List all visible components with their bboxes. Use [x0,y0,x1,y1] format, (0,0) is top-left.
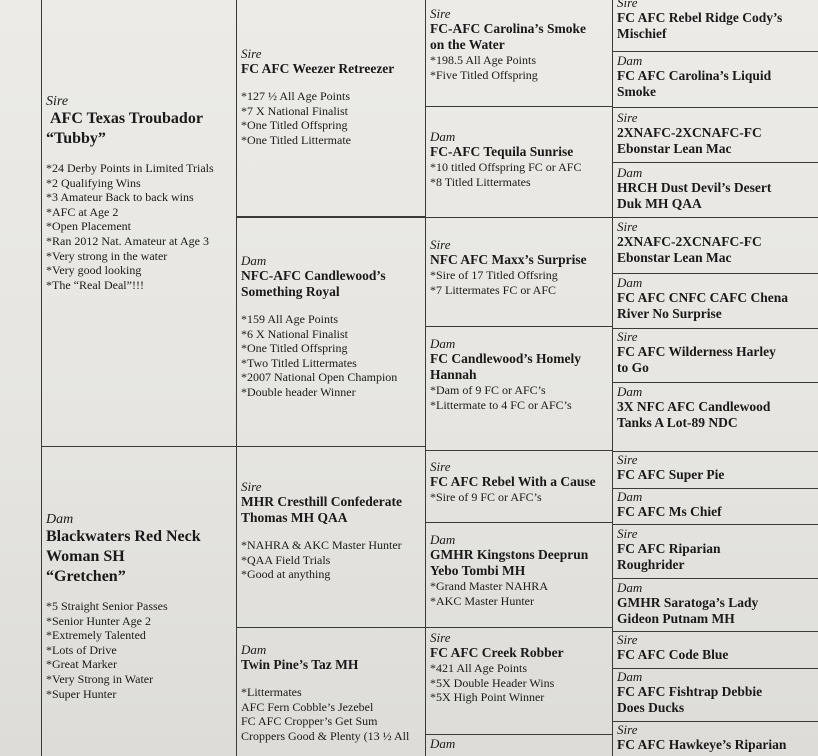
gen4-sire-cell [612,524,818,579]
note-line: *Sire of 9 FC or AFC’s [430,490,542,504]
note-line: *8 Titled Littermates [430,174,531,189]
dog-name: AFC Texas Troubador [50,110,203,127]
gen3-sire-cell [425,450,613,523]
role-label: Sire [430,237,451,252]
note-line: *198.5 All Age Points [430,53,537,67]
role-label: Dam [430,532,456,547]
role-label: Dam [617,165,643,180]
role-label: Sire [617,526,638,541]
gen3-dam-cell [425,522,613,628]
note-line: *AFC at Age 2 [46,204,119,219]
dog-name: Duk MH QAA [617,196,702,211]
dog-name: FC-AFC Carolina’s Smoke [430,21,586,36]
note-line: *Littermate to 4 FC or AFC’s [430,397,572,412]
role-label: Dam [46,512,74,527]
dog-name: FC AFC Code Blue [617,647,729,662]
note-line: *Very Strong in Water [46,671,154,686]
dog-name: Gideon Putnam MH [617,611,735,626]
dog-name: FC AFC Wilderness Harley [617,344,776,359]
gen1-sire-cell [41,0,237,447]
gen2-sire-cell [236,446,426,628]
dog-name: Smoke [617,84,657,99]
role-label: Dam [241,642,267,657]
gen2-dam-cell [236,627,426,756]
gen4-sire-cell [612,0,818,52]
dog-name: Blackwaters Red Neck [46,528,201,545]
dog-name: on the Water [430,37,505,52]
dog-name: FC AFC Super Pie [617,467,725,482]
gen4-sire-cell [612,328,818,383]
note-line: *QAA Field Trials [241,552,331,567]
role-label: Sire [617,0,638,10]
note-line: *127 ½ All Age Points [241,89,351,103]
note-line: *421 All Age Points [430,661,528,675]
dog-name: Twin Pine’s Taz MH [241,657,359,672]
dog-name: Tanks A Lot-89 NDC [617,415,738,430]
role-label: Sire [430,6,451,21]
gen4-dam-cell [612,51,818,108]
note-line: *Open Placement [46,219,131,234]
dog-name: FC AFC Ms Chief [617,504,722,519]
dog-name: FC AFC Creek Robber [430,645,564,660]
role-label: Dam [617,384,643,399]
dog-name: Something Royal [241,284,340,299]
gen4-sire-cell [612,721,818,756]
note-line: *Lots of Drive [46,642,117,657]
gen4-dam-cell [612,273,818,329]
dog-name: FC AFC Rebel Ridge Cody’s [617,10,783,25]
role-label: Sire [46,94,69,109]
gen4-dam-cell [612,162,818,218]
dog-name: 3X NFC AFC Candlewood [617,399,771,414]
dog-nickname: “Tubby” [46,130,106,147]
gen4-sire-cell [612,107,818,163]
note-line: *2 Qualifying Wins [46,175,141,190]
note-line: FC AFC Cropper’s Get Sum [241,714,378,729]
note-line: *One Titled Offspring [241,341,348,356]
gen3-dam-cell [425,106,613,218]
gen3-dam-cell [425,734,613,756]
dog-name: to Go [617,360,649,375]
note-line: *10 titled Offspring FC or AFC [430,160,582,174]
gen3-sire-cell [425,627,613,735]
dog-name: NFC-AFC Candlewood’s [241,268,386,283]
role-label: Sire [241,479,262,494]
dog-name: MHR Cresthill Confederate [241,494,402,509]
role-label: Sire [241,46,262,61]
note-line: *Ran 2012 Nat. Amateur at Age 3 [46,233,209,248]
role-label: Dam [430,129,456,144]
dog-name: 2XNAFC-2XCNAFC-FC [617,234,762,249]
note-line: *159 All Age Points [241,312,339,326]
note-line: *Two Titled Littermates [241,355,357,370]
dog-name: Woman SH [46,548,125,565]
gen2-sire-cell [236,0,426,218]
note-line: *Very strong in the water [46,248,168,263]
role-label: Sire [617,110,638,125]
role-label: Dam [241,253,267,268]
role-label: Dam [617,489,643,504]
gen2-dam-cell [236,216,426,447]
note-line: *5X High Point Winner [430,690,545,705]
dog-name: FC AFC Fishtrap Debbie [617,684,763,699]
role-label: Sire [617,452,638,467]
dog-name: Mischief [617,26,667,41]
note-line: *Super Hunter [46,686,117,701]
note-line: *7 Littermates FC or AFC [430,282,556,297]
note-line: *2007 National Open Champion [241,370,398,385]
role-label: Sire [430,459,451,474]
note-line: *5X Double Header Wins [430,675,555,690]
note-line: AFC Fern Cobble’s Jezebel [241,699,374,714]
note-line: *One Titled Offspring [241,118,348,133]
note-line: *Five Titled Offspring [430,67,538,82]
dog-name: FC AFC Carolina’s Liquid [617,68,772,83]
note-line: *AKC Master Hunter [430,593,534,608]
dog-name: Ebonstar Lean Mac [617,141,732,156]
role-label: Sire [430,630,451,645]
gen4-dam-cell [612,668,818,722]
note-line: *Dam of 9 FC or AFC’s [430,383,546,397]
dog-name: Ebonstar Lean Mac [617,250,732,265]
gen3-sire-cell [425,0,613,107]
dog-name: Hannah [430,367,477,382]
dog-name: FC Candlewood’s Homely [430,351,581,366]
gen4-dam-cell [612,578,818,632]
dog-name: River No Surprise [617,306,722,321]
note-line: *Good at anything [241,567,331,582]
role-label: Dam [617,580,643,595]
note-line: *3 Amateur Back to back wins [46,190,194,205]
dog-name: FC AFC Weezer Retreezer [241,61,395,76]
note-line: *6 X National Finalist [241,326,348,341]
dog-name: FC-AFC Tequila Sunrise [430,144,574,159]
dog-name: FC AFC Hawkeye’s Riparian [617,737,787,752]
note-line: Croppers Good & Plenty (13 ½ All [241,728,410,743]
note-line: *7 X National Finalist [241,103,348,118]
dog-name: 2XNAFC-2XCNAFC-FC [617,125,762,140]
note-line: *Littermates [241,685,302,699]
dog-name: NFC AFC Maxx’s Surprise [430,252,587,267]
note-line: *The “Real Deal”!!! [46,277,144,292]
dog-name: Roughrider [617,557,685,572]
note-line: *Very good looking [46,263,142,278]
gen4-dam-cell [612,488,818,525]
role-label: Dam [617,669,643,684]
role-label: Dam [430,736,456,751]
gen3-sire-cell [425,217,613,327]
dog-nickname: “Gretchen” [46,568,126,585]
note-line: *Double header Winner [241,384,356,399]
dog-name: FC AFC Riparian [617,541,721,556]
role-label: Sire [617,329,638,344]
dog-name: Yebo Tombi MH [430,563,526,578]
note-line: *One Titled Littermate [241,132,351,147]
dog-name: Thomas MH QAA [241,510,348,525]
gen4-sire-cell [612,451,818,489]
role-label: Sire [617,722,638,737]
note-line: *Grand Master NAHRA [430,579,548,593]
gen4-dam-cell [612,382,818,452]
role-label: Dam [617,53,643,68]
dog-name: HRCH Dust Devil’s Desert [617,180,772,195]
gen4-sire-cell [612,217,818,274]
role-label: Sire [617,632,638,647]
note-line: *Extremely Talented [46,628,146,643]
gen4-sire-cell [612,631,818,669]
note-line: *5 Straight Senior Passes [46,599,168,613]
dog-name: FC AFC CNFC CAFC Chena [617,290,788,305]
role-label: Sire [617,219,638,234]
dog-name: FC AFC Rebel With a Cause [430,474,596,489]
dog-name: Does Ducks [617,700,685,715]
dog-name: GMHR Kingstons Deeprun [430,547,589,562]
note-line: *Sire of 17 Titled Offsring [430,268,558,282]
gen3-dam-cell [425,326,613,451]
note-line: *Senior Hunter Age 2 [46,613,151,628]
gen1-dam-cell [41,446,237,756]
note-line: *NAHRA & AKC Master Hunter [241,538,402,552]
dog-name: GMHR Saratoga’s Lady [617,595,759,610]
role-label: Dam [430,336,456,351]
role-label: Dam [617,275,643,290]
note-line: *Great Marker [46,657,117,672]
note-line: *24 Derby Points in Limited Trials [46,161,214,175]
